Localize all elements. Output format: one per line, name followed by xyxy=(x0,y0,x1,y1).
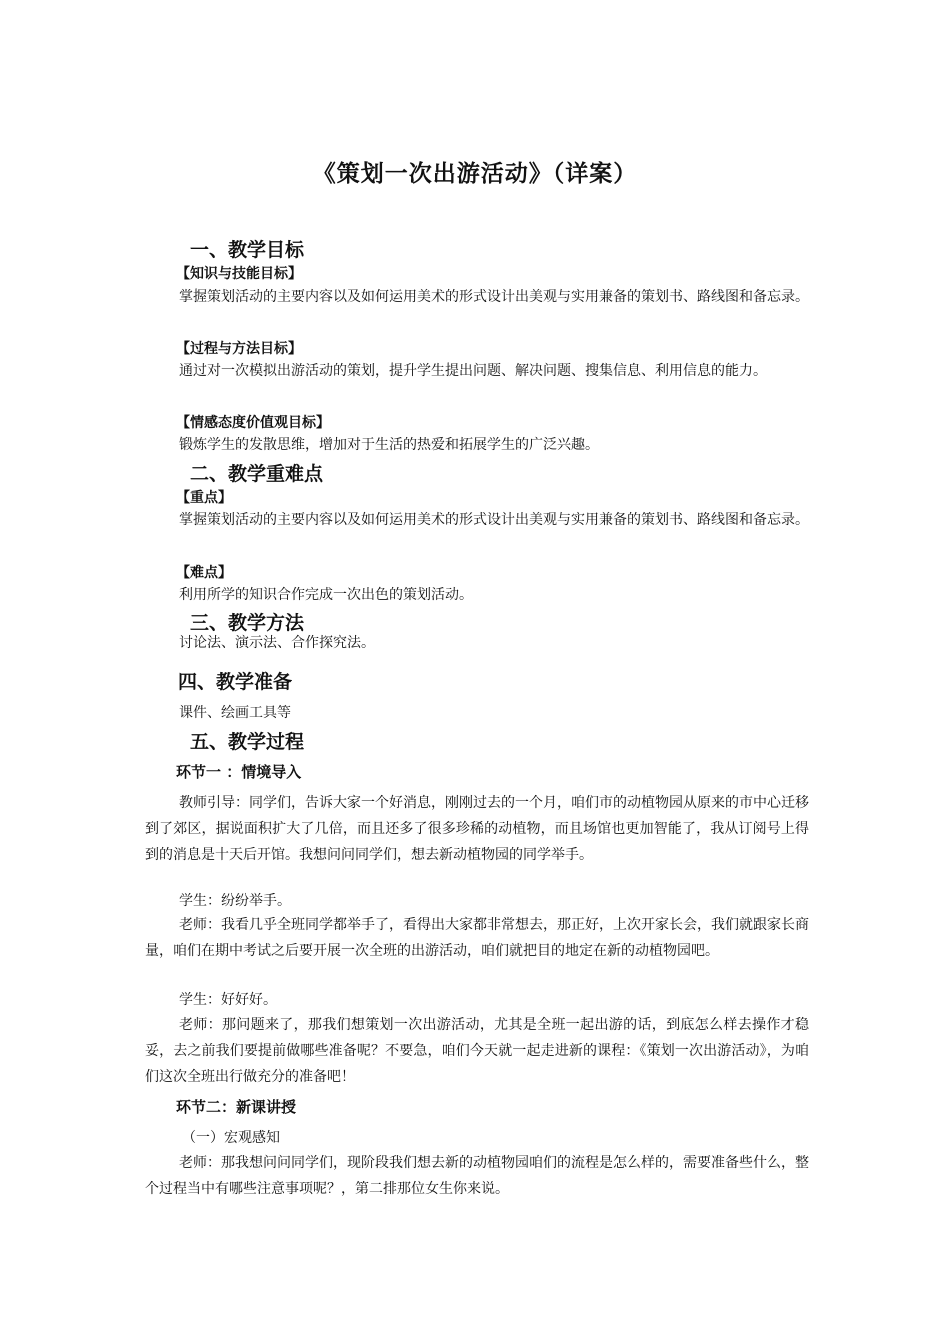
section-heading-key-difficult: 二、教学重难点 xyxy=(190,463,324,485)
paragraph-knowledge-skills: 掌握策划活动的主要内容以及如何运用美术的形式设计出美观与实用兼备的策划书、路线图和备忘录。 xyxy=(179,289,809,305)
paragraph-methods: 讨论法、演示法、合作探究法。 xyxy=(179,635,375,651)
step-heading-intro: 环节一 ：情境导入 xyxy=(176,763,302,781)
paragraph-key-point: 掌握策划活动的主要内容以及如何运用美术的形式设计出美观与实用兼备的策划书、路线图和备忘录。 xyxy=(179,512,809,528)
section-heading-process: 五、教学过程 xyxy=(190,731,305,753)
paragraph-teacher-question: 老师：那问题来了，那我们想策划一次出游活动，尤其是全班一起出游的话，到底怎么样去操作才稳妥，去之前我们要提前做哪些准备呢？不要急，咱们今天就一起走进新的课程：《策划一次出游活动》，为咱们这次全班出行做充分的准备吧！ xyxy=(145,1017,809,1085)
step-heading-new-lesson: 环节二：新课讲授 xyxy=(176,1098,297,1116)
paragraph-process-method: 通过对一次模拟出游活动的策划，提升学生提出问题、解决问题、搜集信息、利用信息的能力。 xyxy=(179,363,767,379)
subheading-difficult-point: 【难点】 xyxy=(176,565,232,581)
subheading-macro-perception: （一）宏观感知 xyxy=(182,1130,280,1146)
section-heading-preparation: 四、教学准备 xyxy=(178,671,293,693)
paragraph-teacher-plan: 老师：我看几乎全班同学都举手了，看得出大家都非常想去，那正好，上次开家长会，我们就跟家长商量，咱们在期中考试之后要开展一次全班的出游活动，咱们就把目的地定在新的动植物园吧。 xyxy=(145,917,809,959)
subheading-key-point: 【重点】 xyxy=(176,490,232,506)
paragraph-students-agree: 学生：好好好。 xyxy=(179,992,277,1008)
paragraph-teacher-intro: 教师引导：同学们，告诉大家一个好消息，刚刚过去的一个月，咱们市的动植物园从原来的市中心迁移到了郊区，据说面积扩大了几倍，而且还多了很多珍稀的动植物，而且场馆也更加智能了，我从订阅号上得到的消息是十天后开馆。我想问问同学们，想去新动植物园的同学举手。 xyxy=(145,795,809,863)
document-title: 《策划一次出游活动》（详案） xyxy=(312,161,638,187)
paragraph-preparation: 课件、绘画工具等 xyxy=(179,705,291,721)
paragraph-difficult-point: 利用所学的知识合作完成一次出色的策划活动。 xyxy=(179,587,473,603)
subheading-process-method: 【过程与方法目标】 xyxy=(176,341,302,357)
paragraph-students-raise-hands: 学生：纷纷举手。 xyxy=(179,893,291,909)
section-heading-methods: 三、教学方法 xyxy=(190,612,305,634)
section-heading-objectives: 一、教学目标 xyxy=(190,239,305,261)
subheading-emotion-values: 【情感态度价值观目标】 xyxy=(176,415,330,431)
paragraph-teacher-asks: 老师：那我想问问同学们，现阶段我们想去新的动植物园咱们的流程是怎么样的，需要准备些什么，整个过程当中有哪些注意事项呢？，第二排那位女生你来说。 xyxy=(145,1155,809,1197)
paragraph-emotion-values: 锻炼学生的发散思维，增加对于生活的热爱和拓展学生的广泛兴趣。 xyxy=(179,437,599,453)
subheading-knowledge-skills: 【知识与技能目标】 xyxy=(176,266,302,282)
